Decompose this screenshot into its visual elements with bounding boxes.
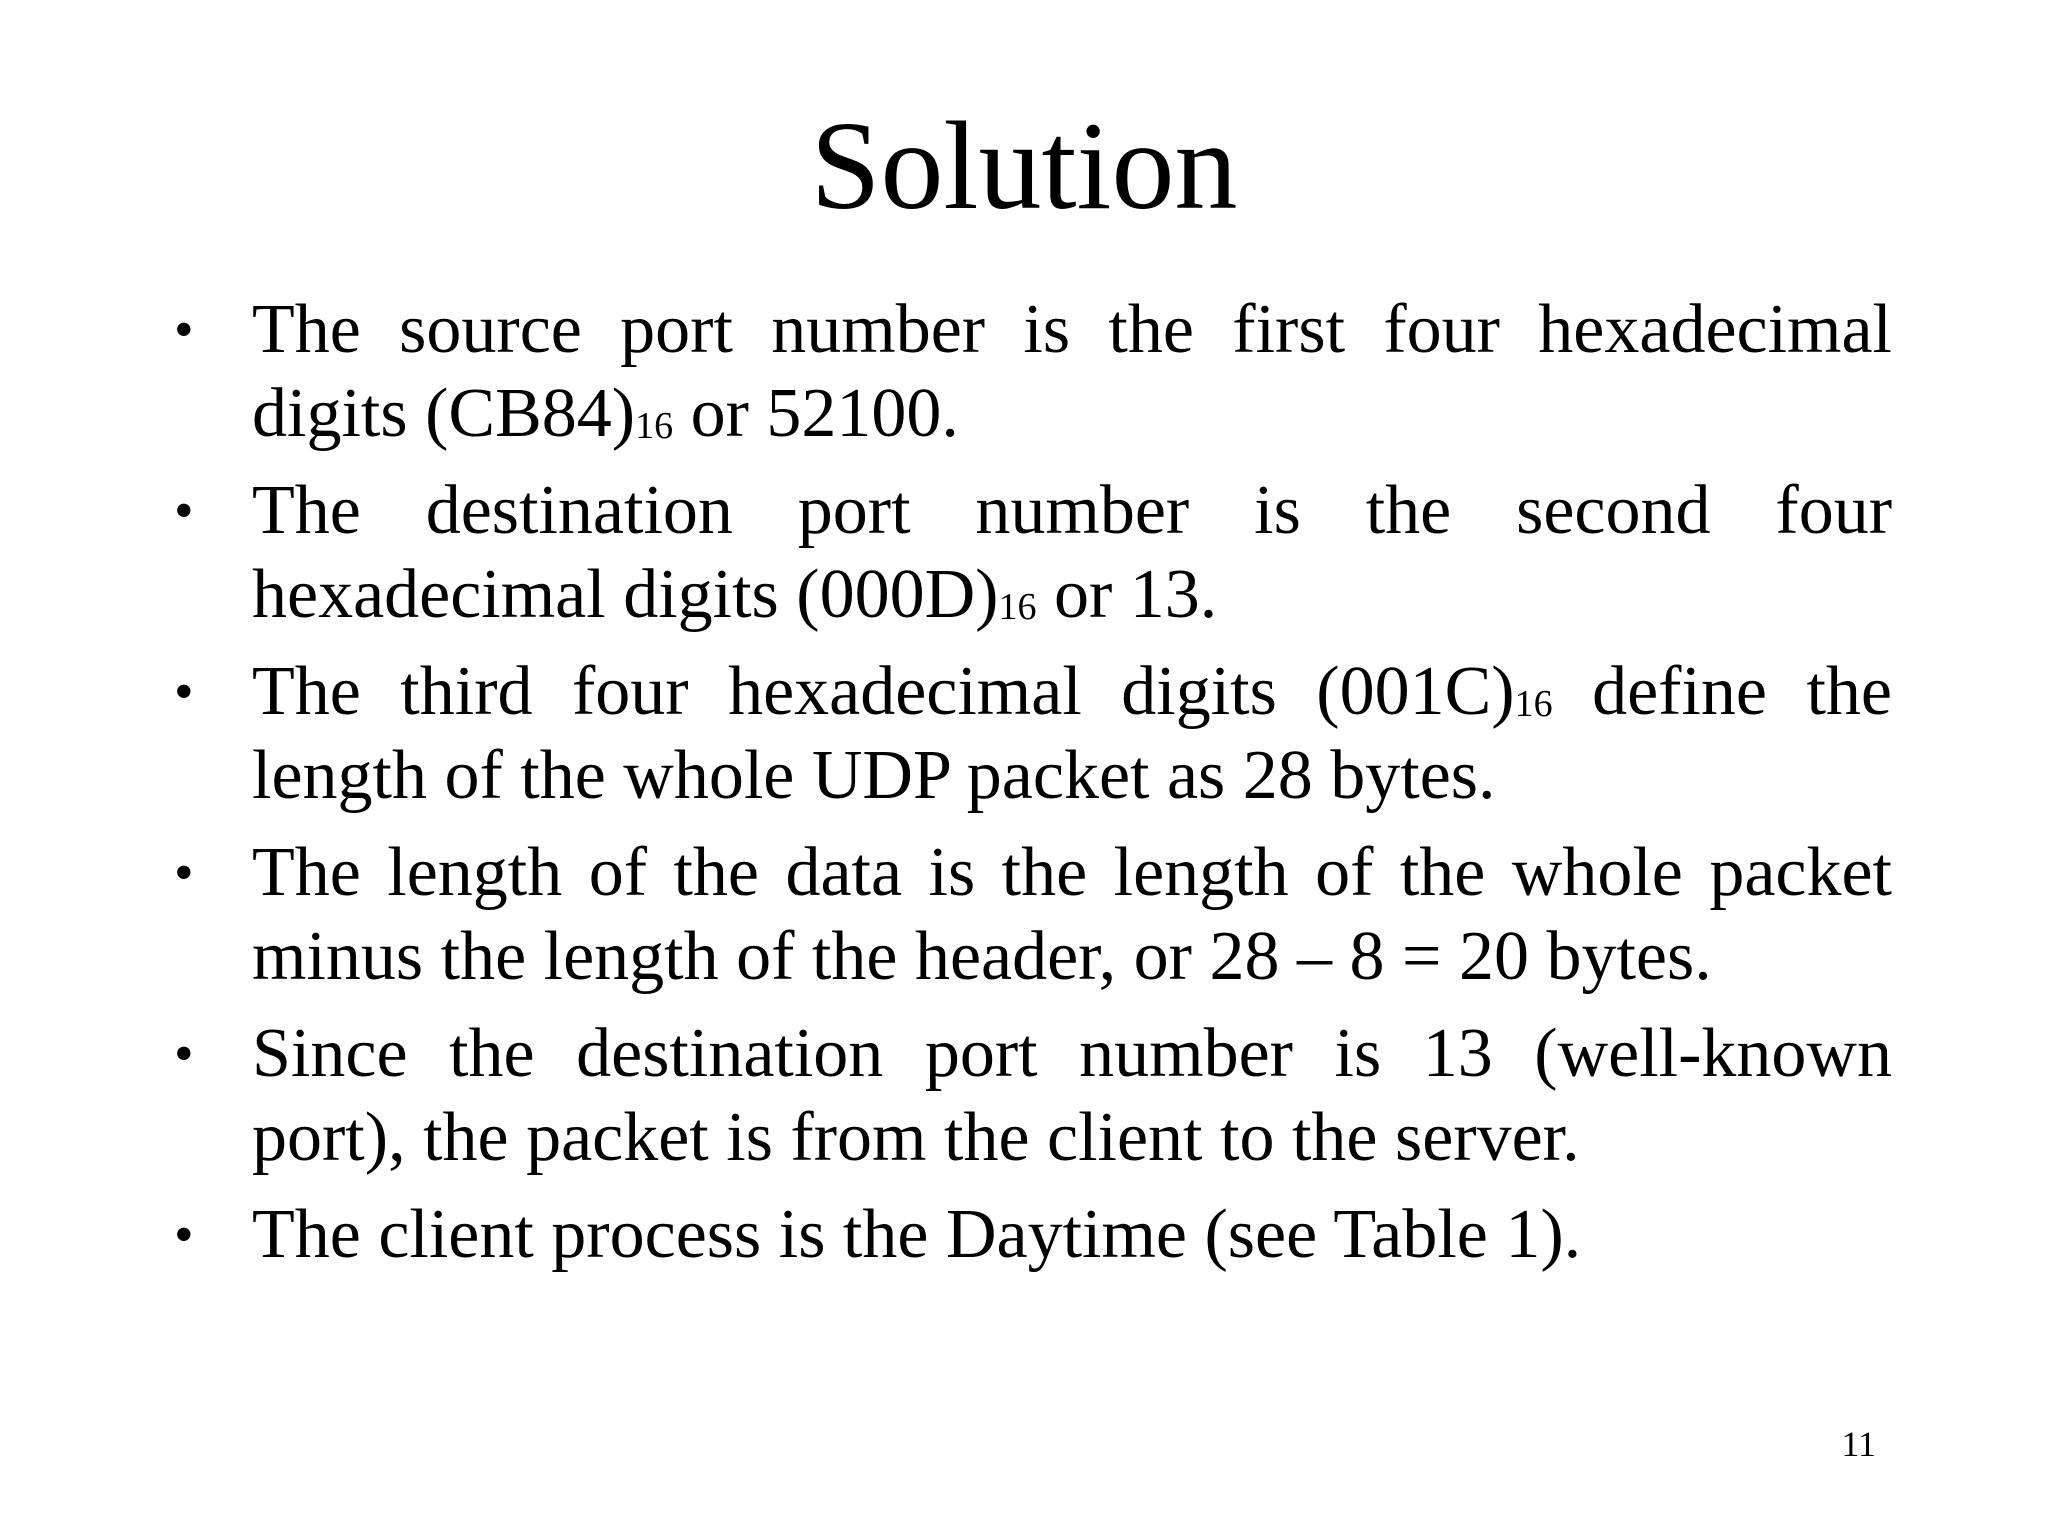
slide-page-number: 11 [1841,1424,1876,1464]
client-process-text: The client process is the Daytime (see Table 1). [252,1196,1582,1273]
packet-direction-text: Since the destination port number is 13 (well-known port), the packet is from the client to the server. [252,1015,1892,1176]
destination-port-decimal-text: or 13. [1036,556,1218,633]
udp-length-bullet [252,650,1892,818]
client-process-bullet [252,1193,1892,1277]
source-port-text: The source port number is the first four hexadecimal digits (CB84) [252,291,1892,452]
packet-direction-bullet [252,1012,1892,1180]
destination-port-bullet [252,469,1892,637]
slide-title: Solution [810,97,1238,236]
hex-base-subscript: 16 [1514,683,1553,725]
source-port-bullet [252,288,1892,456]
source-port-decimal-text: or 52100. [673,375,959,452]
destination-port-text: The destination port number is the second four hexadecimal digits (000D) [252,472,1892,633]
hex-base-subscript: 16 [635,405,674,447]
data-length-bullet [252,831,1892,999]
udp-length-description: define the length of the whole UDP packet as 28 bytes. [252,653,1892,814]
data-length-text: The length of the data is the length of the whole packet minus the length of the header, or 28 – 8 = 20 bytes. [252,834,1892,995]
udp-length-text: The third four hexadecimal digits (001C) [252,653,1515,730]
solution-bullet-list [252,288,1892,1290]
hex-base-subscript: 16 [998,586,1037,628]
